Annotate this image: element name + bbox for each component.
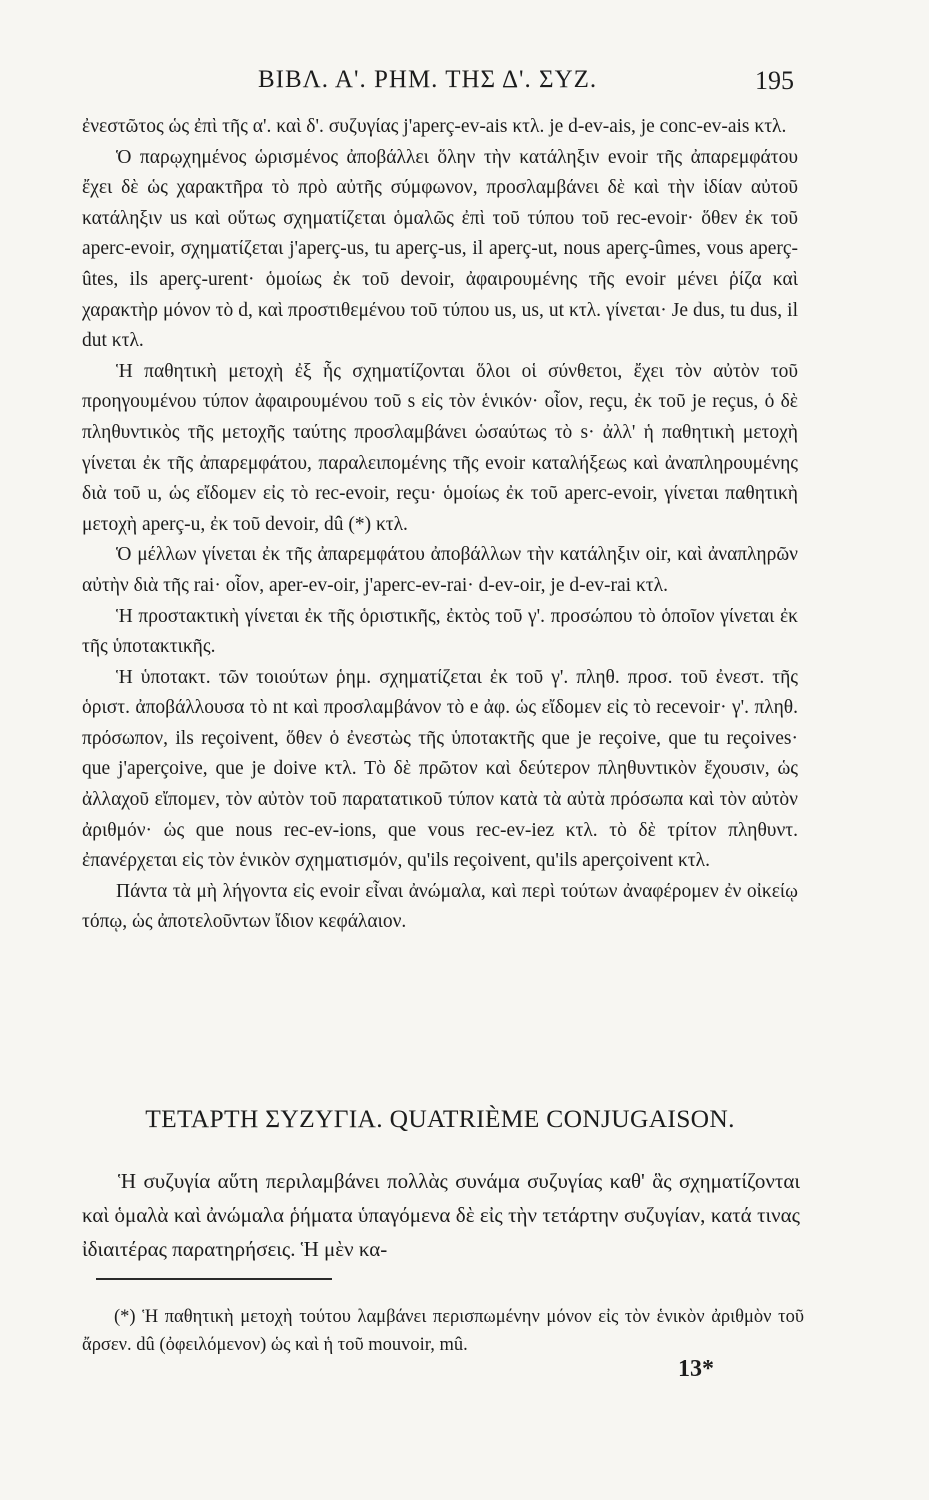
footnote-divider bbox=[96, 1278, 332, 1280]
paragraph-passive-participle: Ἡ παθητικὴ μετοχὴ ἐξ ἧς σχηματίζονται ὅλοι οἱ σύνθετοι, ἔχει τὸν αὐτὸν τοῦ προηγουμένου τύπον ἀφαιρουμένου τοῦ s εἰς τὸν ἑνικόν· οἷον, reçu, ἐκ τοῦ je reçus, ὁ δὲ πληθυντικὸς τῆς μετοχῆς ταύτης προσλαμβάνει ὡσαύτως τὸ s· ἀλλ' ἡ παθητικὴ μετοχὴ γίνεται ἐκ τῆς ἀπαρεμφάτου, παραλειπομένης τῆς evoir καταλήξεως καὶ ἀναπληρουμένης διὰ τοῦ u, ὡς εἴδομεν εἰς τὸ rec-evoir, reçu· ὁμοίως ἐκ τοῦ aperc-evoir, γίνεται παθητικὴ μετοχὴ aperç-u, ἐκ τοῦ devoir, dû (*) κτλ. bbox=[82, 360, 798, 535]
paragraph-subjunctive: Ἡ ὑποτακτ. τῶν τοιούτων ῥημ. σχηματίζεται ἐκ τοῦ γ'. πληθ. προσ. τοῦ ἐνεστ. τῆς ὁριστ. ἀποβάλλουσα τὸ nt καὶ προσλαμβάνον τὸ e ἀφ. ὡς εἴδομεν εἰς τὸ recevoir· γ'. πληθ. πρόσωπον, ils reçoivent, ὅθεν ὁ ἐνεστὼς τῆς ὑποτακτῆς que je reçoive, que tu reçoives· que j'aperçoive, que je doive κτλ. Τὸ δὲ πρῶτον καὶ δεύτερον πληθυντικὸν ἔχουσιν, ὡς ἀλλαχοῦ εἴπομεν, τὸν αὐτὸν τοῦ παρατατικοῦ τύπον κατὰ τὰ αὐτὰ πρόσωπα καὶ τὸν αὐτὸν ἀριθμόν· ὡς que nous rec-ev-ions, que vous rec-ev-iez κτλ. τὸ δὲ τρίτον πληθυντ. ἐπανέρχεται εἰς τὸν ἑνικὸν σχηματισμόν, qu'ils reçoivent, qu'ils aperçoivent κτλ. bbox=[82, 666, 798, 872]
section-intro bbox=[82, 1164, 800, 1266]
intro-paragraph: Ἡ συζυγία αὕτη περιλαμβάνει πολλὰς συνάμα συζυγίας καθ' ἃς σχηματίζονται καὶ ὁμαλὰ καὶ ἀνώμαλα ῥήματα ὑπαγόμενα δὲ εἰς τὴν τετάρτην συζυγίαν, κατά τινας ἰδιαιτέρας παρατηρήσεις. Ἡ μὲν κα- bbox=[82, 1169, 800, 1261]
running-header bbox=[82, 66, 794, 100]
signature-mark: 13* bbox=[678, 1356, 714, 1382]
page-number: 195 bbox=[755, 66, 794, 95]
footnote-text: (*) Ἡ παθητικὴ μετοχὴ τούτου λαμβάνει περισπωμένην μόνον εἰς τὸν ἑνικὸν ἀριθμὸν τοῦ ἄρσεν. dû (ὀφειλόμενον) ὡς καὶ ἡ τοῦ mouvoir, mû. bbox=[82, 1307, 804, 1355]
main-text bbox=[82, 112, 798, 938]
paragraph-continuation: ἐνεστῶτος ὡς ἐπὶ τῆς α'. καὶ δ'. συζυγίας j'aperç-ev-ais κτλ. je d-ev-ais, je conc-ev-ais κτλ. bbox=[82, 116, 787, 137]
section-heading: ΤΕΤΑΡΤΗ ΣΥΖΥΓΙΑ. QUATRIÈME CONJUGAISON. bbox=[145, 1104, 735, 1133]
paragraph-future: Ὁ μέλλων γίνεται ἐκ τῆς ἀπαρεμφάτου ἀποβάλλων τὴν κατάληξιν oir, καὶ ἀναπληρῶν αὐτὴν διὰ τῆς rai· οἷον, aper-ev-oir, j'aperc-ev-rai· d-ev-oir, je d-ev-rai κτλ. bbox=[82, 544, 798, 596]
footnote bbox=[82, 1303, 804, 1359]
paragraph-irregular-note: Πάντα τὰ μὴ λήγοντα εἰς evoir εἶναι ἀνώμαλα, καὶ περὶ τούτων ἀναφέρομεν ἐν οἰκείῳ τόπῳ, ὡς ἀποτελοῦντων ἴδιον κεφάλαιον. bbox=[82, 880, 798, 933]
running-title: ΒΙΒΛ. Α'. ΡΗΜ. ΤΗΣ Δ'. ΣΥΖ. bbox=[258, 66, 598, 93]
paragraph-imperative: Ἡ προστακτικὴ γίνεται ἐκ τῆς ὁριστικῆς, ἐκτὸς τοῦ γ'. προσώπου τὸ ὁποῖον γίνεται ἐκ τῆς ὑποτακτικῆς. bbox=[82, 605, 798, 658]
paragraph-past-definite: Ὁ παρῳχημένος ὡρισμένος ἀποβάλλει ὅλην τὴν κατάληξιν evoir τῆς ἀπαρεμφάτου ἔχει δὲ ὡς χαρακτῆρα τὸ πρὸ αὐτῆς σύμφωνον, προσλαμβάνει δὲ καὶ τὴν ἰδίαν αὐτοῦ κατάληξιν us καὶ οὕτως σχηματίζεται ὁμαλῶς ἐπὶ τοῦ τύπου τοῦ rec-evoir· ὅθεν ἐκ τοῦ aperc-evoir, σχηματίζεται j'aperç-us, tu aperç-us, il aperç-ut, nous aperç-ûmes, vous aperç-ûtes, ils aperç-urent· ὁμοίως ἐκ τοῦ devoir, ἀφαιρουμένης τῆς evoir μένει ῥίζα καὶ χαρακτὴρ μόνον τὸ d, καὶ προστιθεμένου τοῦ τύπου us, us, ut κτλ. γίνεται· Je dus, tu dus, il dut κτλ. bbox=[82, 146, 798, 352]
